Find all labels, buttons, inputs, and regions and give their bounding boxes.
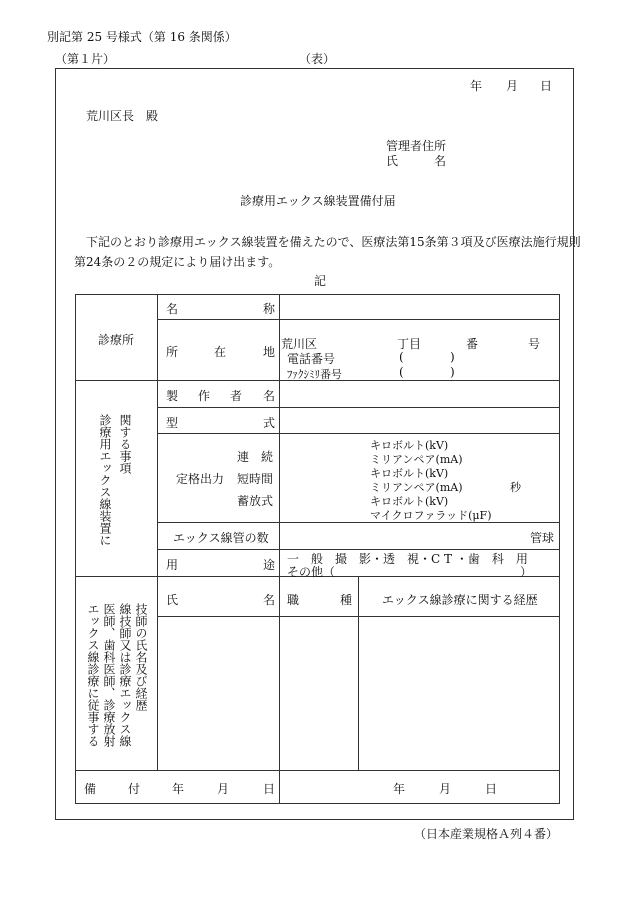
manager-name-label: 氏 名	[386, 154, 447, 168]
body-line-1: 下記のとおり診療用エックス線装置を備えたので、医療法第15条第３項及び医療法施行規則	[86, 235, 581, 249]
purpose-line-1: 一 般 撮 影・透 視・C T ・歯 科 用	[287, 552, 528, 566]
purpose-char-2: 途	[263, 558, 276, 572]
equip-year-1: 年	[172, 782, 185, 796]
clinic-name-char-2: 称	[263, 302, 276, 316]
fax-paren-open: (	[399, 365, 404, 379]
fax-label: ﾌｧｸｼﾐﾘ番号	[287, 368, 342, 381]
date-month: 月	[506, 79, 519, 93]
equip-char-2: 付	[128, 782, 141, 796]
addressee: 荒川区長 殿	[86, 109, 159, 123]
maker-char-2: 作	[198, 389, 211, 403]
clinic-location-char-3: 地	[263, 345, 276, 359]
fax-paren-close: )	[450, 365, 455, 379]
unit-kv-2: キロボルト(kV)	[370, 467, 449, 480]
phone-paren-open: (	[399, 350, 404, 364]
purpose-line-2-close: ）	[520, 565, 533, 579]
side-label: （表）	[299, 52, 336, 66]
go-label: 号	[528, 337, 541, 351]
sheet-label: （第１片）	[55, 52, 116, 66]
unit-kv-3: キロボルト(kV)	[370, 495, 449, 508]
storage-label: 蓄放式	[237, 494, 274, 508]
equip-year-2: 年	[393, 782, 406, 796]
staff-col-2: 線技師又は診療エックス線	[118, 603, 132, 747]
unit-kv-1: キロボルト(kV)	[370, 439, 449, 452]
date-year: 年	[470, 79, 483, 93]
equip-day-1: 日	[263, 782, 276, 796]
staff-name-char-2: 名	[263, 593, 276, 607]
maker-char-3: 者	[230, 389, 243, 403]
unit-ma-1: ミリアンペア(mA)	[370, 453, 463, 466]
date-day: 日	[540, 79, 553, 93]
clinic-location-char-1: 所	[166, 345, 179, 359]
staff-col-1: 技師の氏名及び経歴	[134, 603, 148, 711]
phone-label: 電話番号	[287, 352, 336, 366]
unit-uf: マイクロファラッド(μF)	[370, 509, 492, 522]
tube-count-label: エックス線管の数	[173, 531, 269, 545]
manager-address-label: 管理者住所	[386, 139, 447, 153]
ward-label: 荒川区	[281, 337, 318, 351]
unit-ma-2: ミリアンペア(mA)	[370, 481, 463, 494]
body-line-2: 第24条の２の規定により届け出ます。	[74, 255, 281, 269]
continuous-label: 連 続	[237, 450, 274, 464]
ban-label: 番	[466, 337, 479, 351]
model-char-1: 型	[166, 416, 179, 430]
paper-size-note: （日本産業規格Ａ列４番）	[414, 827, 559, 841]
device-section-col1: 関する事項	[118, 414, 132, 474]
model-char-2: 式	[263, 416, 276, 430]
ki-label: 記	[314, 274, 327, 288]
maker-char-1: 製	[166, 389, 179, 403]
seconds-label: 秒	[510, 481, 521, 494]
equip-month-1: 月	[217, 782, 230, 796]
equip-month-2: 月	[439, 782, 452, 796]
staff-col-3: 医師、歯科医師、診療放射	[102, 603, 116, 747]
short-time-label: 短時間	[237, 472, 274, 486]
purpose-line-2-open: その他（	[287, 565, 336, 579]
staff-role-char-1: 職	[287, 593, 300, 607]
maker-char-4: 名	[263, 389, 276, 403]
device-section-col2: 診療用エックス線装置に	[98, 414, 112, 546]
tube-unit-label: 管球	[530, 531, 555, 545]
staff-name-char-1: 氏	[166, 593, 179, 607]
form-title: 診療用エックス線装置備付届	[240, 194, 396, 208]
form-number: 別記第 25 号様式（第 16 条関係）	[47, 30, 237, 44]
staff-role-char-2: 種	[340, 593, 353, 607]
purpose-char-1: 用	[166, 558, 179, 572]
phone-paren-close: )	[450, 350, 455, 364]
clinic-section-label: 診療所	[98, 333, 135, 347]
equip-day-2: 日	[485, 782, 498, 796]
chome-label: 丁目	[397, 337, 422, 351]
rated-output-label: 定格出力	[176, 472, 225, 486]
clinic-name-char-1: 名	[166, 302, 179, 316]
clinic-location-char-2: 在	[214, 345, 227, 359]
staff-history-label: エックス線診療に関する経歴	[382, 593, 538, 607]
staff-col-4: エックス線診療に従事する	[86, 603, 100, 747]
equip-char-1: 備	[84, 782, 97, 796]
